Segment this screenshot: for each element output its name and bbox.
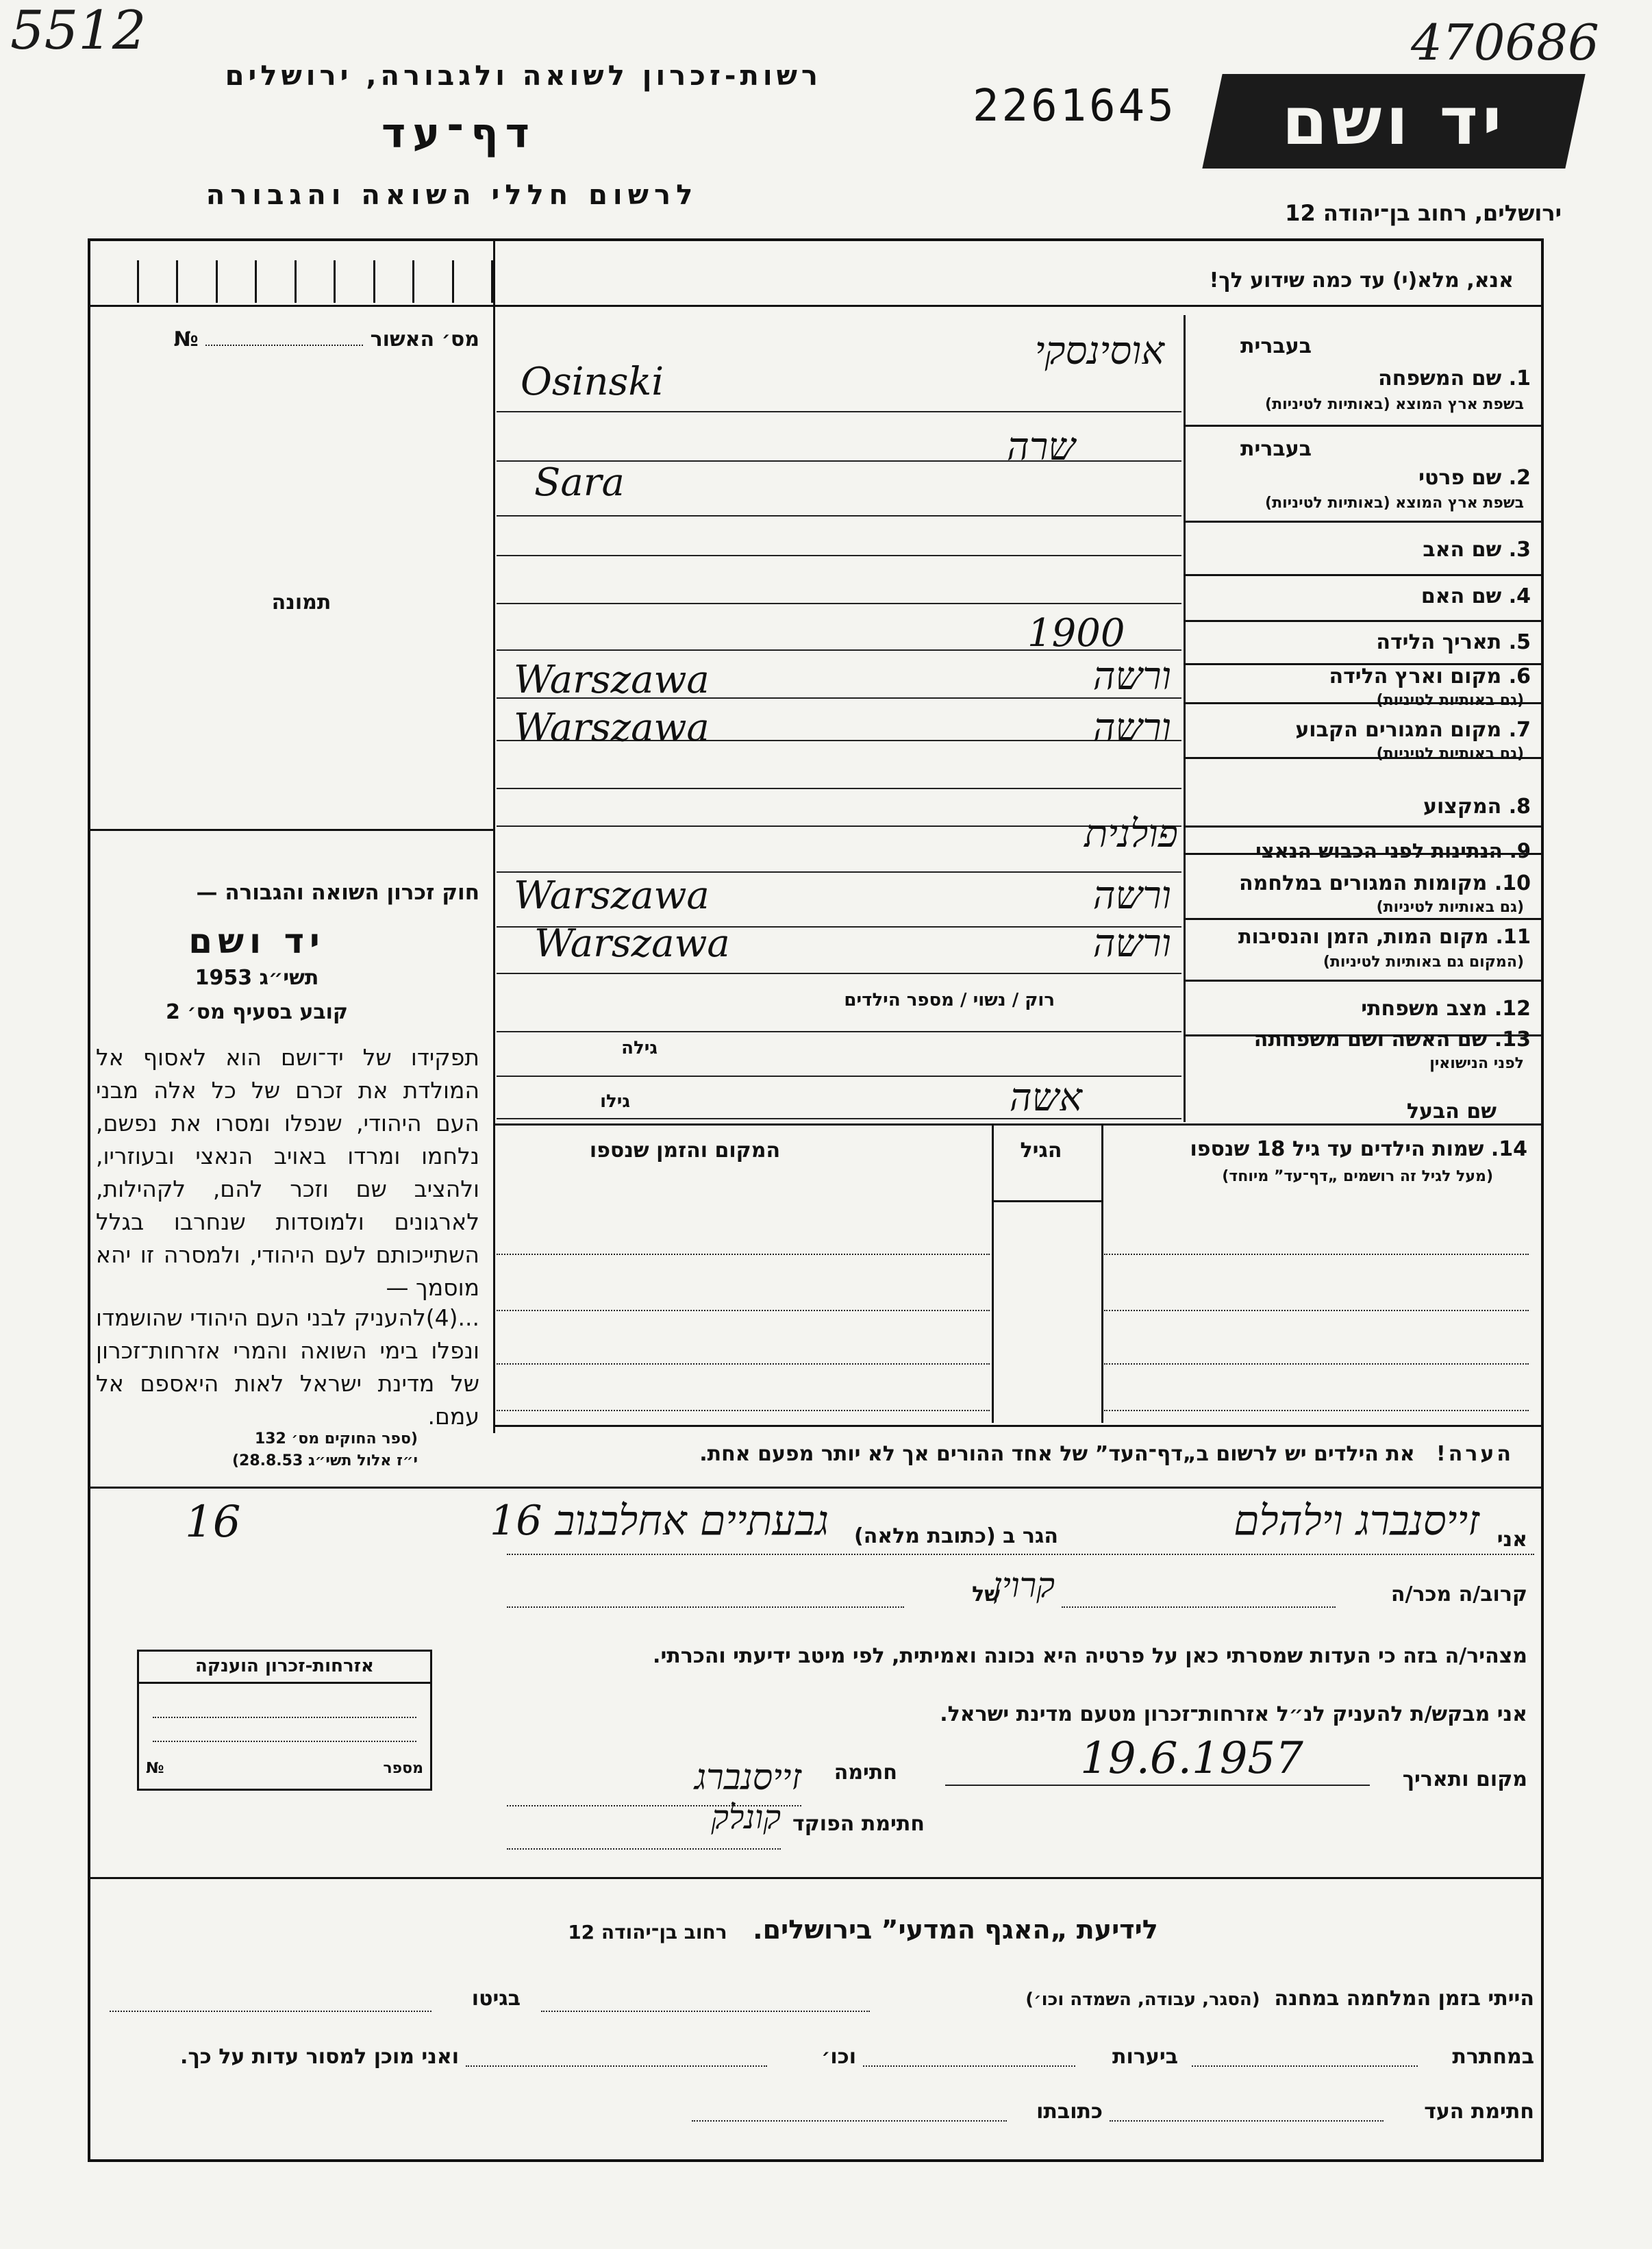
corner-note-top-right: 470686	[1411, 14, 1599, 71]
box-line[interactable]	[153, 1741, 416, 1742]
note-text: את הילדים יש לרשום ב„דף־העד” של אחד ההורים אך לא יותר מפעם אחת.	[699, 1442, 1415, 1466]
law-name: יד ושם	[188, 921, 325, 961]
field-10-value-he[interactable]: ורשה	[1092, 873, 1171, 918]
law-ref-2: י״ז אלול תשי״ג 28.8.53)	[231, 1452, 418, 1469]
field-4-label: 4. שם האם	[1421, 584, 1531, 608]
box-number-row	[146, 1760, 423, 1777]
children-top-rule	[493, 1123, 1541, 1126]
field-11-sublabel: (המקום גם באותיות לטיניות)	[1323, 954, 1524, 971]
field-2-sublabel: בשפת ארץ המוצא (באותיות לטיניות)	[1265, 495, 1524, 512]
footer-ghetto-line[interactable]	[110, 2011, 431, 2012]
children-row-line	[497, 1410, 990, 1411]
form-title: דף־עד	[381, 110, 536, 158]
relation-label: קרוב/ה מכר/ה	[1390, 1582, 1527, 1606]
field-5-label: 5. תאריך הלידה	[1376, 630, 1531, 654]
logo-block	[1202, 74, 1585, 169]
law-clause: קובע בסעיף מס׳ 2	[165, 1000, 349, 1024]
field-7-label: 7. מקום המגורים הקבוע	[1295, 718, 1531, 742]
value-line	[497, 515, 1181, 517]
footer-witness-sign-label: חתימת העד	[1424, 2100, 1534, 2124]
value-line	[497, 1031, 1181, 1032]
value-line	[497, 603, 1181, 604]
officer-value[interactable]: קונלק	[711, 1798, 781, 1837]
footer-ghetto-label: בגיטו	[471, 1987, 521, 2011]
children-sublabel: (מעל לגיל זה רושמים „דף־עד” מיוחד)	[1222, 1168, 1493, 1185]
field-11-label: 11. מקום המות, הזמן והנסיבות	[1238, 925, 1531, 948]
field-13-label: 13. שם האשה ושם משפחתה	[1253, 1028, 1531, 1052]
age-label-f: גילה	[621, 1038, 658, 1058]
photo-label: תמונה	[271, 591, 331, 614]
row-divider	[1185, 521, 1541, 523]
field-9-label: 9. הנתינות לפני הכבוש הנאצי	[1255, 839, 1531, 862]
serial-number: 2261645	[973, 81, 1177, 132]
law-ref-1: (ספר החוקים מס׳ 132	[254, 1430, 418, 1447]
field-2-value-lat[interactable]: Sara	[534, 460, 625, 505]
field-12-options: רוק / נשוי / מספר הילדים	[844, 990, 1055, 1010]
officer-label: חתימת הפוקד	[792, 1812, 925, 1836]
i-label: אני	[1497, 1528, 1527, 1552]
spouse-value[interactable]: אשה	[1009, 1076, 1082, 1120]
row-divider	[1185, 825, 1541, 828]
field-5-value[interactable]: 1900	[1027, 611, 1125, 656]
field-11-value-lat[interactable]: Warszawa	[534, 921, 730, 966]
box-line[interactable]	[153, 1717, 416, 1718]
value-line	[497, 973, 1181, 974]
place-date-value[interactable]: 19.6.1957	[1080, 1733, 1303, 1784]
field-6-label: 6. מקום וארץ הלידה	[1329, 664, 1531, 688]
children-row-line	[1104, 1363, 1529, 1365]
children-header-rule	[992, 1200, 1103, 1202]
footer-line1-a: הייתי בזמן המלחמה במחנה (הסגר, עבודה, השמדה וכו׳)	[1025, 1987, 1534, 2011]
footer-underground-label: במחתרת	[1452, 2045, 1534, 2069]
field-3-label: 3. שם האב	[1423, 538, 1531, 562]
children-row-line	[497, 1254, 990, 1255]
row-divider	[1185, 425, 1541, 427]
of-label: של	[972, 1582, 1000, 1606]
in-hebrew-label: בעברית	[1240, 334, 1312, 358]
box-title-rule	[139, 1682, 430, 1684]
note-divider	[90, 1487, 1541, 1489]
statement: מצהיר/ה בזה כי העדות שמסרתי כאן על פרטיה היא נכונה ואמיתית, לפי מיטב ידיעתי והכרתי.	[653, 1644, 1527, 1668]
value-line	[497, 555, 1181, 556]
children-row-line	[497, 1363, 990, 1365]
in-hebrew-label-2: בעברית	[1240, 437, 1312, 461]
box-number-prefix: №	[146, 1760, 164, 1777]
value-line	[497, 788, 1181, 789]
signature-value[interactable]: זייסנברג	[694, 1757, 801, 1798]
box-title: אזרחות-זכרון הוענקה	[195, 1656, 374, 1676]
children-row-line	[1104, 1310, 1529, 1311]
signature-label: חתימה	[834, 1761, 897, 1785]
field-1-value-he[interactable]: אוסינסקי	[1034, 329, 1164, 373]
field-1-value-lat[interactable]: Osinski	[521, 360, 664, 404]
citizenship-box	[137, 1650, 432, 1791]
field-6-sublabel: (גם באותיות לטיניות)	[1376, 692, 1524, 709]
children-age-header: הגיל	[1020, 1139, 1062, 1163]
children-col-divider-1	[992, 1125, 994, 1423]
relation-value[interactable]: קרוין	[993, 1565, 1055, 1605]
note	[521, 1442, 1514, 1466]
address-value[interactable]: גבעתיים אחלבנוב 16	[490, 1497, 829, 1545]
row-divider	[1185, 980, 1541, 982]
field-10-sublabel: (גם באותיות לטיניות)	[1376, 899, 1524, 916]
field-7-sublabel: (גם באותיות לטיניות)	[1376, 745, 1524, 762]
children-place-header: המקום והזמן שנספו	[589, 1139, 781, 1163]
request: אני מבקש/ת להעניק לנ״ל אזרחות־זכרון מטעם מדינת ישראל.	[940, 1702, 1527, 1726]
children-col-divider-2	[1101, 1125, 1103, 1423]
field-13-sublabel: לפני הנישואין	[1429, 1055, 1524, 1072]
footer-etc-line[interactable]	[466, 2065, 767, 2067]
footer-title	[521, 1915, 1205, 1945]
footer-witness-sign-line[interactable]	[1110, 2120, 1384, 2122]
field-1-sublabel: בשפת ארץ המוצא (באותיות לטיניות)	[1265, 396, 1524, 413]
field-2-value-he[interactable]: שרה	[1007, 425, 1075, 469]
witness-name[interactable]: זייסנברג וילהלם	[1234, 1497, 1479, 1545]
footer-forests-line[interactable]	[863, 2065, 1075, 2067]
field-8-label: 8. המקצוע	[1423, 795, 1531, 819]
field-2-label: 2. שם פרטי	[1418, 466, 1531, 490]
box-number-label: מספר	[383, 1760, 423, 1777]
instruction-divider	[88, 305, 1541, 307]
age-label-m: גילו	[600, 1091, 630, 1112]
relation-line	[1062, 1606, 1336, 1608]
label-column-divider	[1184, 315, 1186, 1122]
children-row-line	[1104, 1254, 1529, 1255]
law-year: תשי״ג 1953	[195, 966, 319, 990]
left-column-divider	[493, 241, 495, 1433]
place-date-label: מקום ותאריך	[1402, 1767, 1527, 1791]
field-1-label: 1. שם המשפחה	[1378, 366, 1531, 390]
place-date-line	[945, 1785, 1370, 1786]
approval-no	[137, 327, 479, 351]
approval-boxes	[137, 260, 493, 303]
footer-underground-line[interactable]	[1192, 2065, 1418, 2067]
law-body: תפקידו של יד־ושם הוא לאסוף אל המולדת את זכרם של כל אלה מבני העם היהודי, שנפלו ומסרו את נפשם, נלחמו ומרדו באויב הנאצי ובעוזריו, ולהציב שם וזכר להם, לקהילות, לארגונים ולמוסדות שנחרבו בגלל השתייכותם לעם היהודי, ולמסרה זו יהא מוסמך —	[96, 1044, 479, 1301]
corner-note-top-left: 5512	[10, 0, 147, 62]
row-divider	[1185, 574, 1541, 576]
row-divider	[1185, 620, 1541, 622]
field-9-value[interactable]: פולנית	[1084, 812, 1178, 856]
approval-no-label: מס׳ האשור	[370, 327, 479, 351]
approval-no-blank[interactable]	[205, 345, 363, 346]
children-row-line	[497, 1310, 990, 1311]
footer-address: רחוב בן־יהודה 12	[568, 1921, 727, 1943]
footer-camp-line[interactable]	[541, 2011, 870, 2012]
field-6-value-he[interactable]: ורשה	[1092, 654, 1171, 699]
law-title: חוק זכרון השואה והגבורה —	[196, 880, 479, 905]
form-subtitle: לרשום חללי השואה והגבורה	[205, 179, 699, 211]
value-line	[497, 871, 1181, 873]
footer-willing-label: ואני מוכן למסור עדות על כך.	[180, 2045, 459, 2069]
footer-address-line[interactable]	[692, 2120, 1007, 2122]
footer-divider	[90, 1877, 1541, 1879]
field-10-value-lat[interactable]: Warszawa	[514, 873, 710, 918]
relation-of-line	[507, 1606, 904, 1608]
footer-title-main: לידיעת „האגף המדעי” בירושלים.	[753, 1915, 1158, 1945]
law-body-2: ...(4)להעניק לבני העם היהודי שהושמדו ונפלו בימי השואה והמרי אזרחות־זכרון של מדינת ישראל לאות היאספם אל עמם.	[96, 1304, 479, 1430]
address-line	[507, 1554, 1534, 1555]
footer-etc-label: וכו׳	[821, 2045, 856, 2069]
footer-forests-label: ביערות	[1112, 2045, 1178, 2069]
footer-address-label: כתובתו	[1036, 2100, 1103, 2124]
field-7-value-he[interactable]: ורשה	[1092, 706, 1171, 750]
children-bottom-rule	[493, 1425, 1541, 1427]
field-10-label: 10. מקומות המגורים במלחמה	[1239, 871, 1531, 895]
logo-text: יד ושם	[1281, 83, 1506, 160]
field-6-value-lat[interactable]: Warszawa	[514, 658, 710, 702]
photo-divider	[90, 829, 495, 831]
officer-line	[507, 1848, 781, 1850]
note-label: הערה!	[1436, 1442, 1514, 1466]
institution-name: רשות-זכרון לשואה ולגבורה, ירושלים	[225, 60, 822, 92]
instruction: אנא, מלא(י) עד כמה שידוע לך!	[1209, 269, 1514, 293]
row-divider	[1185, 918, 1541, 920]
field-12-label: 12. מצב משפחתי	[1361, 997, 1531, 1021]
field-7-value-lat[interactable]: Warszawa	[514, 706, 710, 750]
value-line	[497, 411, 1181, 412]
field-11-value-he[interactable]: ורשה	[1092, 921, 1171, 966]
resident-label: הגר ב (כתובת מלאה)	[853, 1524, 1058, 1548]
address: ירושלים, רחוב בן־יהודה 12	[1285, 200, 1562, 226]
children-label: 14. שמות הילדים עד גיל 18 שנספו	[1190, 1137, 1527, 1161]
spouse-label: שם הבעל	[1406, 1099, 1497, 1123]
address-number[interactable]: 16	[185, 1497, 241, 1548]
children-row-line	[1104, 1410, 1529, 1411]
approval-no-prefix: №	[173, 327, 199, 351]
